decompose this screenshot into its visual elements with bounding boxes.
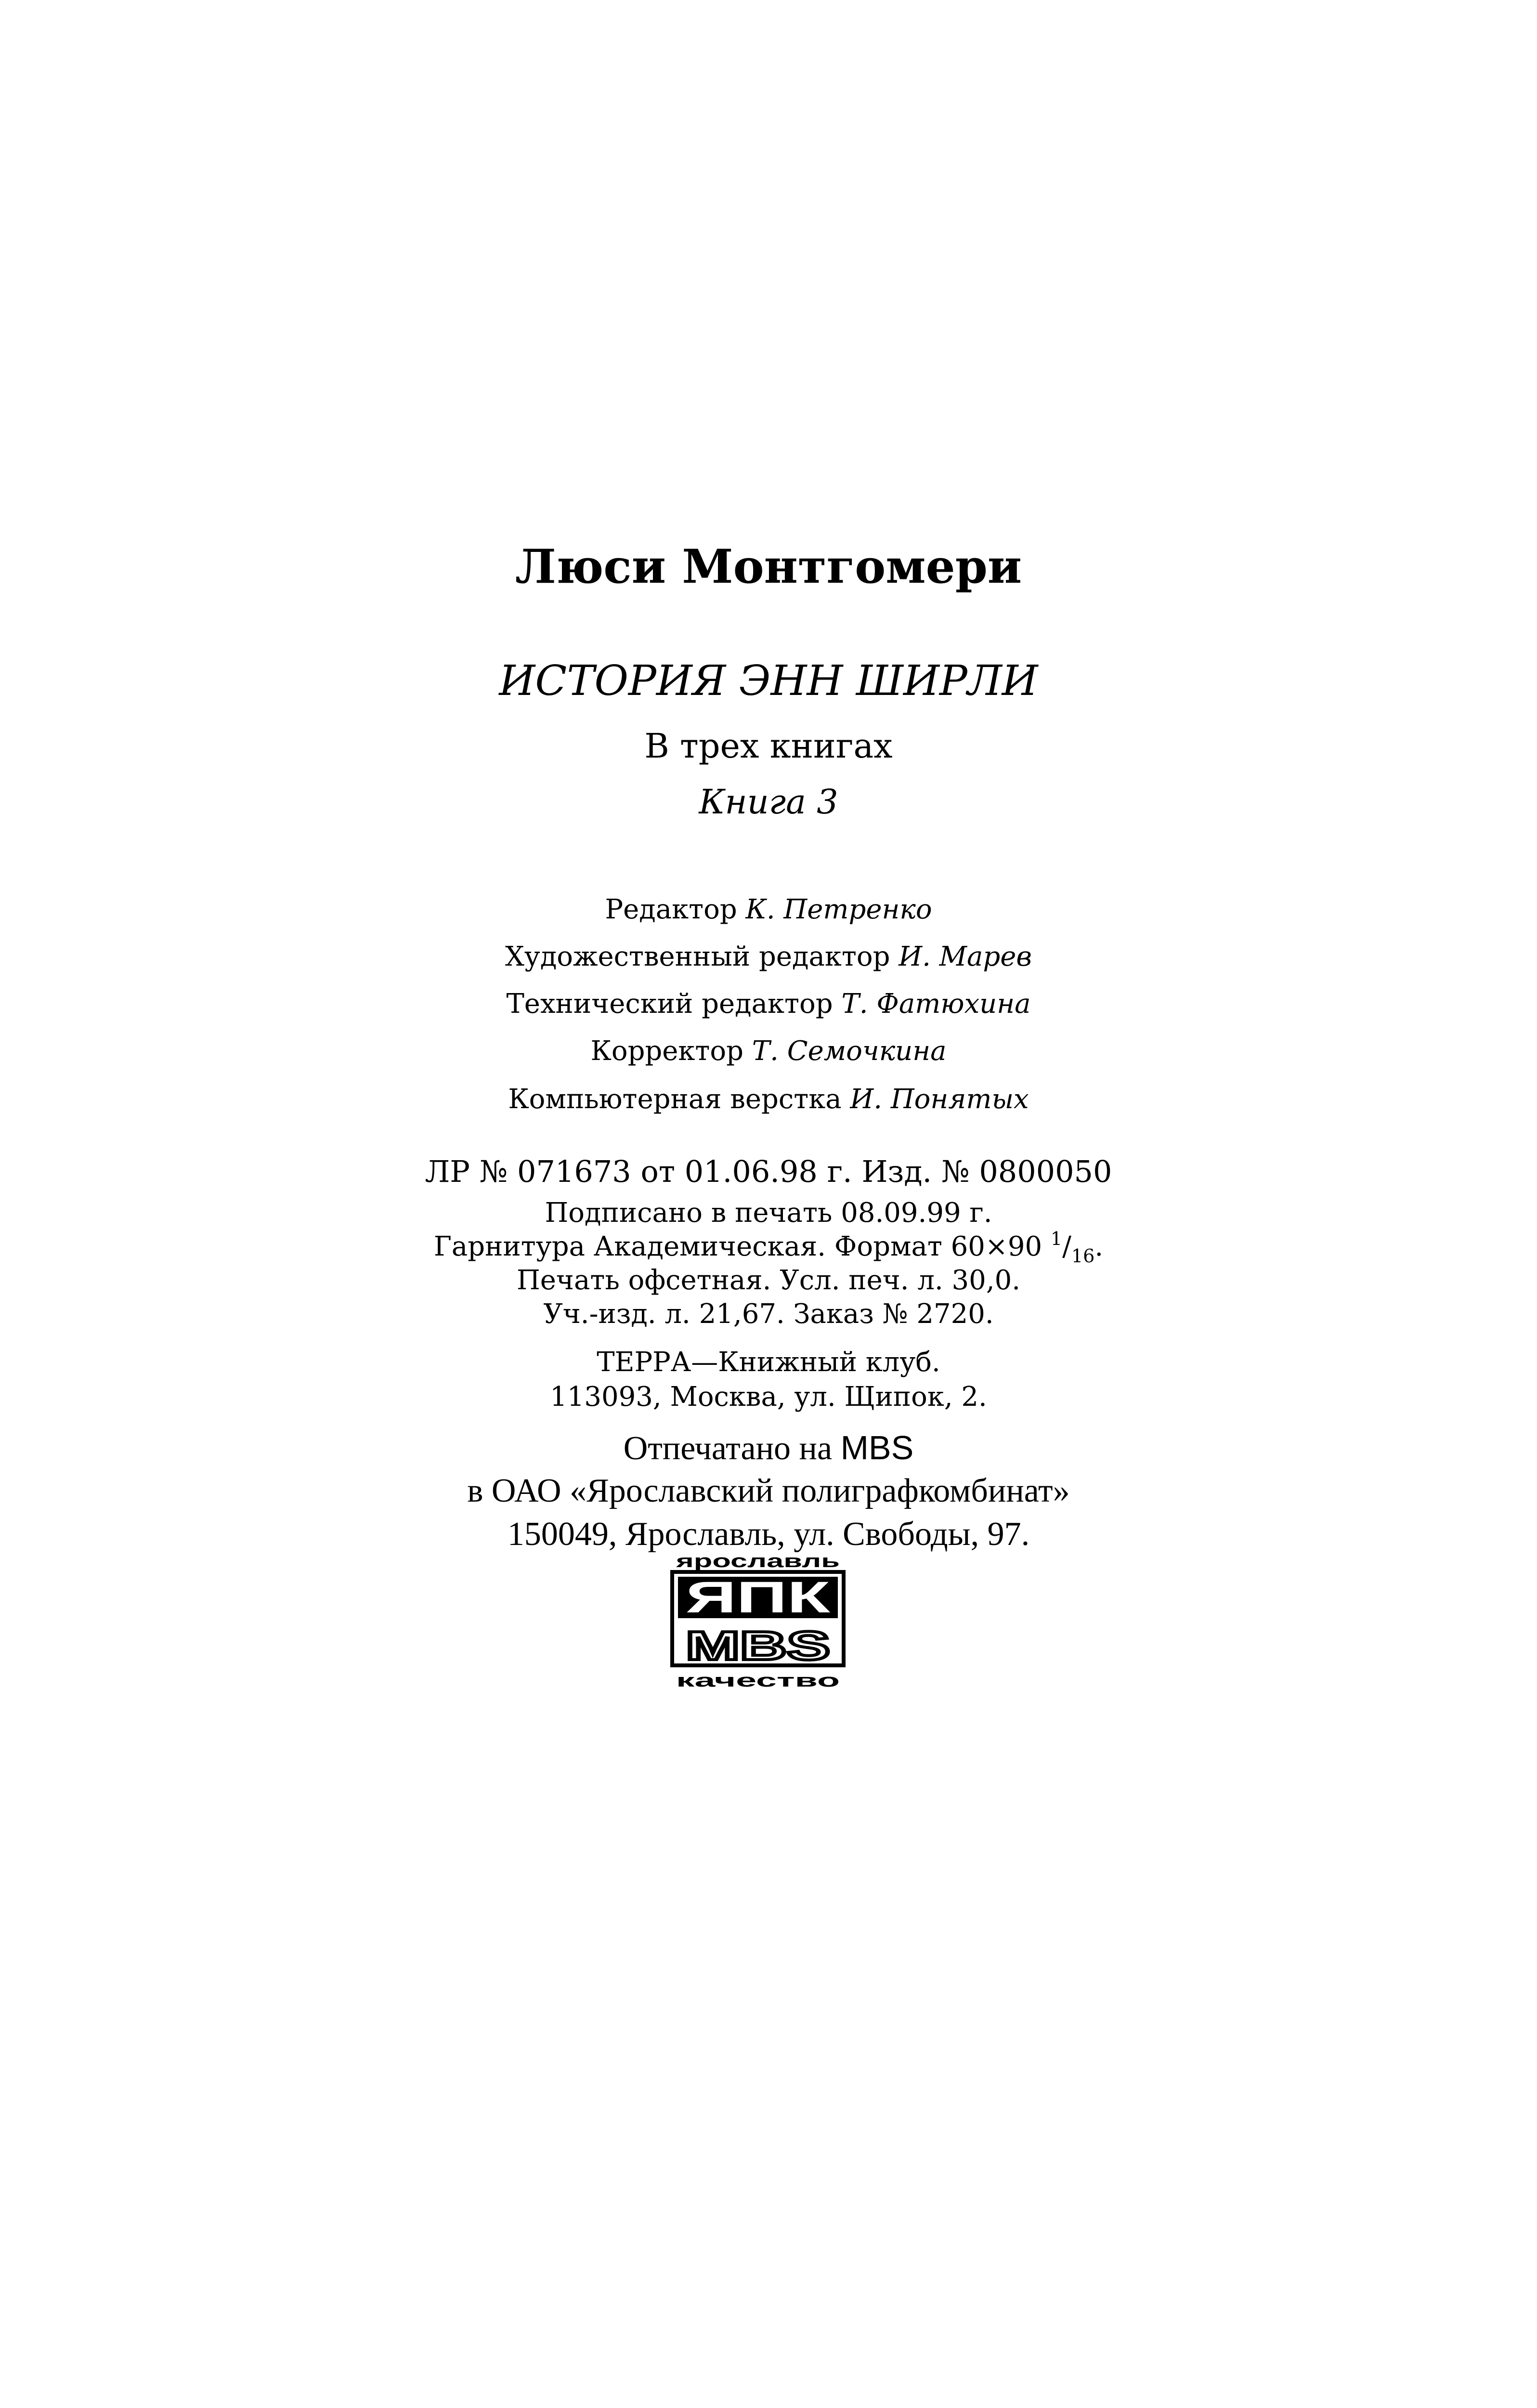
credit-layout xyxy=(0,1084,1537,1115)
format-end: . xyxy=(1094,1231,1104,1262)
format-slash: / xyxy=(1062,1231,1071,1262)
credit-person: Т. Семочкина xyxy=(752,1035,947,1067)
printed-on-text: Отпечатано на xyxy=(623,1430,833,1467)
signed-line: Подписано в печать 08.09.99 г. xyxy=(545,1197,992,1229)
credit-role: Компьютерная верстка xyxy=(508,1084,842,1115)
credit-proofreader xyxy=(0,1035,1537,1067)
credit-art-editor xyxy=(0,941,1537,972)
credit-role: Корректор xyxy=(590,1035,743,1067)
license-line: ЛР № 071673 от 01.06.98 г. Изд. № 0800050 xyxy=(425,1154,1112,1189)
credit-role: Технический редактор xyxy=(506,988,833,1020)
credit-editor xyxy=(0,894,1537,925)
format-numerator: 1 xyxy=(1050,1228,1063,1249)
format-denominator: 16 xyxy=(1071,1245,1095,1267)
publisher-address: 113093, Москва, ул. Щипок, 2. xyxy=(550,1381,987,1413)
yapk-logo-icon xyxy=(666,1553,849,1690)
logo-top-text: ярославль xyxy=(675,1553,840,1571)
printer-logo xyxy=(666,1553,849,1690)
logo-bottom-text: качество xyxy=(676,1671,840,1690)
logo-main-text: ЯПК xyxy=(686,1573,831,1622)
format-line xyxy=(0,1228,1537,1267)
printer-address: 150049, Ярославль, ул. Свободы, 97. xyxy=(507,1516,1030,1553)
credit-person: К. Петренко xyxy=(745,894,932,925)
book-volume: Книга 3 xyxy=(699,782,838,822)
printed-on-brand: MBS xyxy=(840,1429,914,1466)
author-name: Люси Монтгомери xyxy=(515,539,1022,594)
printer-company: в ОАО «Ярославский полиграфкомбинат» xyxy=(467,1472,1070,1509)
logo-sub-text: MBS xyxy=(686,1623,830,1668)
credit-person: И. Понятых xyxy=(850,1084,1029,1115)
book-title: ИСТОРИЯ ЭНН ШИРЛИ xyxy=(499,657,1038,705)
credit-tech-editor xyxy=(0,988,1537,1020)
publisher-name: ТЕРРА—Книжный клуб. xyxy=(597,1347,940,1378)
book-subtitle: В трех книгах xyxy=(644,726,893,766)
format-text: Гарнитура Академическая. Формат 60×90 xyxy=(433,1231,1042,1262)
order-line: Уч.-изд. л. 21,67. Заказ № 2720. xyxy=(543,1298,994,1330)
printed-on-line xyxy=(0,1428,1537,1468)
credit-person: И. Марев xyxy=(899,941,1032,972)
credit-person: Т. Фатюхина xyxy=(841,988,1031,1020)
print-sheets-line: Печать офсетная. Усл. печ. л. 30,0. xyxy=(516,1265,1021,1296)
credit-role: Редактор xyxy=(605,894,737,925)
credit-role: Художественный редактор xyxy=(505,941,890,972)
